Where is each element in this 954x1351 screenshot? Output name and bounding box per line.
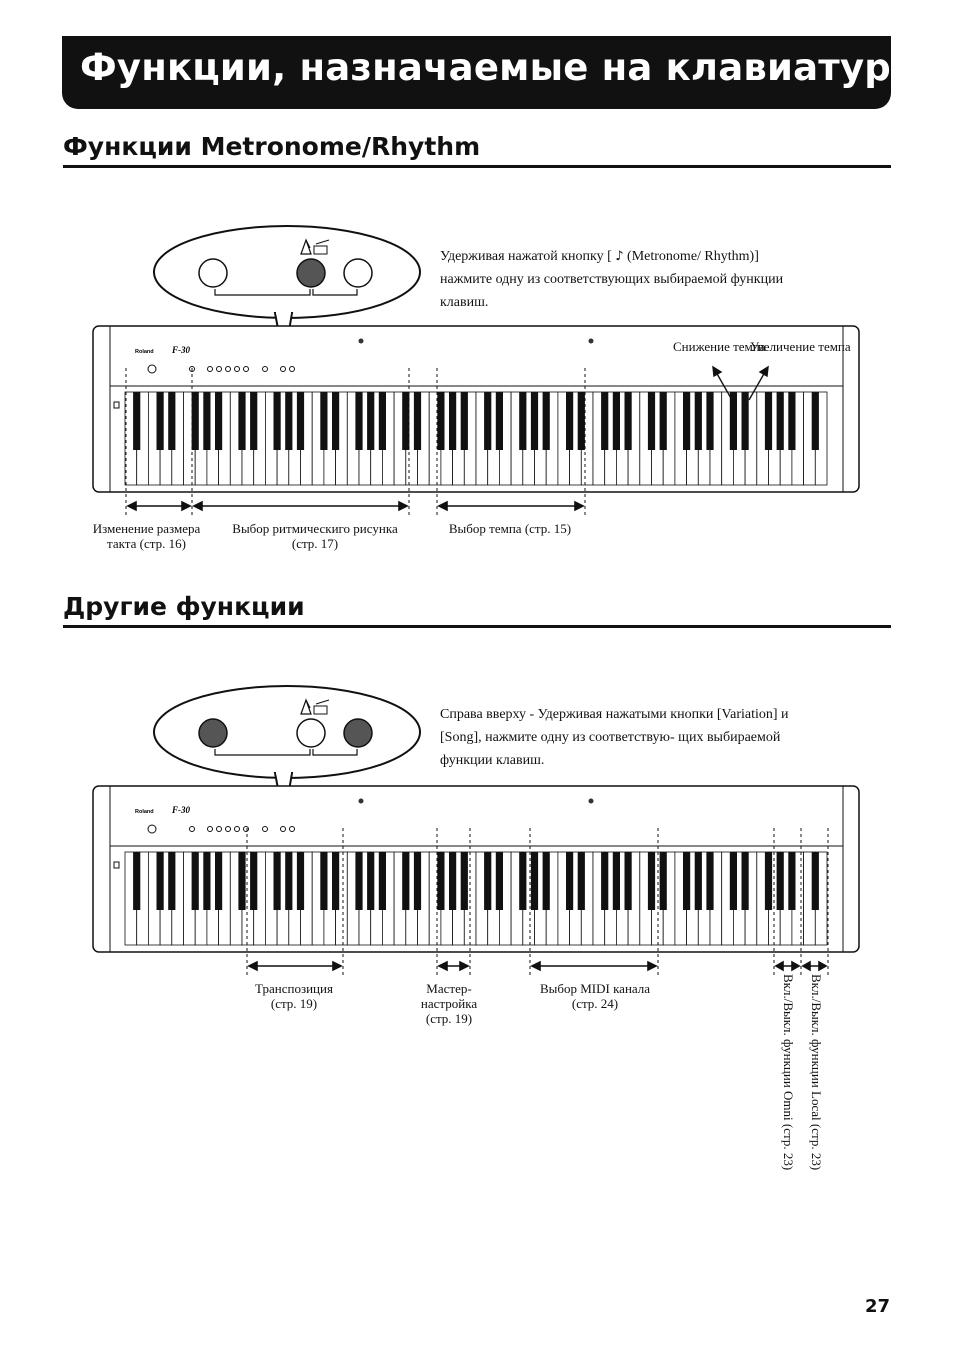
black-key bbox=[601, 852, 608, 910]
black-key bbox=[437, 852, 444, 910]
black-key bbox=[320, 852, 327, 910]
black-key bbox=[531, 392, 538, 450]
black-key bbox=[332, 392, 339, 450]
black-key bbox=[742, 852, 749, 910]
black-key bbox=[496, 852, 503, 910]
black-key bbox=[683, 392, 690, 450]
black-key bbox=[437, 392, 444, 450]
black-key bbox=[402, 392, 409, 450]
black-key bbox=[320, 392, 327, 450]
label-transpose: Транспозиция (стр. 19) bbox=[255, 981, 333, 1011]
black-key bbox=[414, 392, 421, 450]
model-logo: F-30 bbox=[172, 345, 190, 355]
black-key bbox=[274, 392, 281, 450]
black-key bbox=[765, 392, 772, 450]
black-key bbox=[250, 392, 257, 450]
page-title: Функции, назначаемые на клавиатуру bbox=[80, 46, 916, 89]
black-key bbox=[297, 392, 304, 450]
brand-logo: Roland bbox=[135, 349, 154, 355]
model-logo: F-30 bbox=[172, 805, 190, 815]
black-key bbox=[601, 392, 608, 450]
label-rhythm-pattern: Выбор ритмическиго рисунка (стр. 17) bbox=[232, 521, 398, 551]
black-key bbox=[355, 392, 362, 450]
section-heading-metronome: Функции Metronome/Rhythm bbox=[63, 132, 891, 168]
black-key bbox=[285, 852, 292, 910]
black-key bbox=[238, 392, 245, 450]
black-key bbox=[543, 392, 550, 450]
label-tempo-select: Выбор темпа (стр. 15) bbox=[448, 521, 572, 536]
black-key bbox=[613, 392, 620, 450]
black-key bbox=[274, 852, 281, 910]
black-key bbox=[168, 392, 175, 450]
black-key bbox=[730, 852, 737, 910]
callout-bubble bbox=[154, 686, 420, 778]
black-key bbox=[367, 392, 374, 450]
black-key bbox=[461, 392, 468, 450]
black-key bbox=[660, 392, 667, 450]
black-key bbox=[297, 852, 304, 910]
black-key bbox=[683, 852, 690, 910]
black-key bbox=[133, 392, 140, 450]
black-key bbox=[496, 392, 503, 450]
black-key bbox=[355, 852, 362, 910]
black-key bbox=[367, 852, 374, 910]
black-key bbox=[706, 852, 713, 910]
black-key bbox=[157, 392, 164, 450]
label-tempo-down: Снижение темпа bbox=[673, 339, 766, 354]
black-key bbox=[215, 852, 222, 910]
black-key bbox=[484, 852, 491, 910]
instruction-text-1: Удерживая нажатой кнопку [ ♪ (Metronome/ Rhythm)] нажмите одну из соответствующих выбираемой функции клавиш. bbox=[440, 249, 784, 310]
black-key bbox=[519, 852, 526, 910]
panel-button-pressed bbox=[297, 259, 325, 287]
black-key bbox=[402, 852, 409, 910]
black-key bbox=[215, 392, 222, 450]
black-key bbox=[203, 852, 210, 910]
black-key bbox=[812, 392, 819, 450]
label-omni: Вкл./Выкл. функции Omni (стр. 23) bbox=[781, 974, 796, 1171]
black-key bbox=[192, 852, 199, 910]
instruction-text-2: Справа вверху - Удерживая нажатыми кнопки [Variation] и [Song], нажмите одну из соответствую- щих выбираемой функции клавиш. bbox=[440, 707, 789, 768]
page-number: 27 bbox=[864, 1296, 890, 1317]
label-time-signature: Изменение размера такта (стр. 16) bbox=[92, 521, 201, 551]
keyboard bbox=[125, 392, 827, 485]
black-key bbox=[765, 852, 772, 910]
black-key bbox=[519, 392, 526, 450]
black-key bbox=[777, 392, 784, 450]
song-button-pressed bbox=[344, 719, 372, 747]
black-key bbox=[566, 392, 573, 450]
panel-button-right bbox=[344, 259, 372, 287]
black-key bbox=[566, 852, 573, 910]
black-key bbox=[788, 392, 795, 450]
black-key bbox=[648, 392, 655, 450]
black-key bbox=[742, 392, 749, 450]
black-key bbox=[192, 392, 199, 450]
callout-bubble bbox=[154, 226, 420, 318]
figure-metronome-rhythm bbox=[0, 210, 954, 570]
black-key bbox=[625, 852, 632, 910]
black-key bbox=[578, 392, 585, 450]
black-key bbox=[613, 852, 620, 910]
black-key bbox=[203, 392, 210, 450]
panel-button-left bbox=[199, 259, 227, 287]
black-key bbox=[777, 852, 784, 910]
black-key bbox=[250, 852, 257, 910]
black-key bbox=[285, 392, 292, 450]
black-key bbox=[414, 852, 421, 910]
black-key bbox=[730, 392, 737, 450]
black-key bbox=[157, 852, 164, 910]
black-key bbox=[695, 392, 702, 450]
keyboard bbox=[125, 852, 827, 945]
black-key bbox=[695, 852, 702, 910]
metronome-icon: ♪ bbox=[615, 249, 624, 264]
black-key bbox=[625, 392, 632, 450]
black-key bbox=[133, 852, 140, 910]
black-key bbox=[238, 852, 245, 910]
black-key bbox=[332, 852, 339, 910]
black-key bbox=[449, 392, 456, 450]
brand-logo: Roland bbox=[135, 809, 154, 815]
black-key bbox=[484, 392, 491, 450]
label-local: Вкл./Выкл. функции Local (стр. 23) bbox=[809, 974, 824, 1171]
black-key bbox=[449, 852, 456, 910]
black-key bbox=[706, 392, 713, 450]
black-key bbox=[461, 852, 468, 910]
black-key bbox=[379, 852, 386, 910]
metronome-button bbox=[297, 719, 325, 747]
title-banner bbox=[62, 36, 916, 109]
variation-button-pressed bbox=[199, 719, 227, 747]
black-key bbox=[531, 852, 538, 910]
label-master-tune: Мастер- настройка (стр. 19) bbox=[420, 981, 478, 1026]
black-key bbox=[379, 392, 386, 450]
black-key bbox=[812, 852, 819, 910]
black-key bbox=[788, 852, 795, 910]
label-midi-channel: Выбор MIDI канала (стр. 24) bbox=[539, 981, 651, 1011]
black-key bbox=[168, 852, 175, 910]
black-key bbox=[648, 852, 655, 910]
label-tempo-up: Увеличение темпа bbox=[750, 339, 851, 354]
black-key bbox=[660, 852, 667, 910]
section-heading-other: Другие функции bbox=[63, 592, 891, 628]
black-key bbox=[543, 852, 550, 910]
figure-other-functions bbox=[0, 670, 954, 1190]
black-key bbox=[578, 852, 585, 910]
